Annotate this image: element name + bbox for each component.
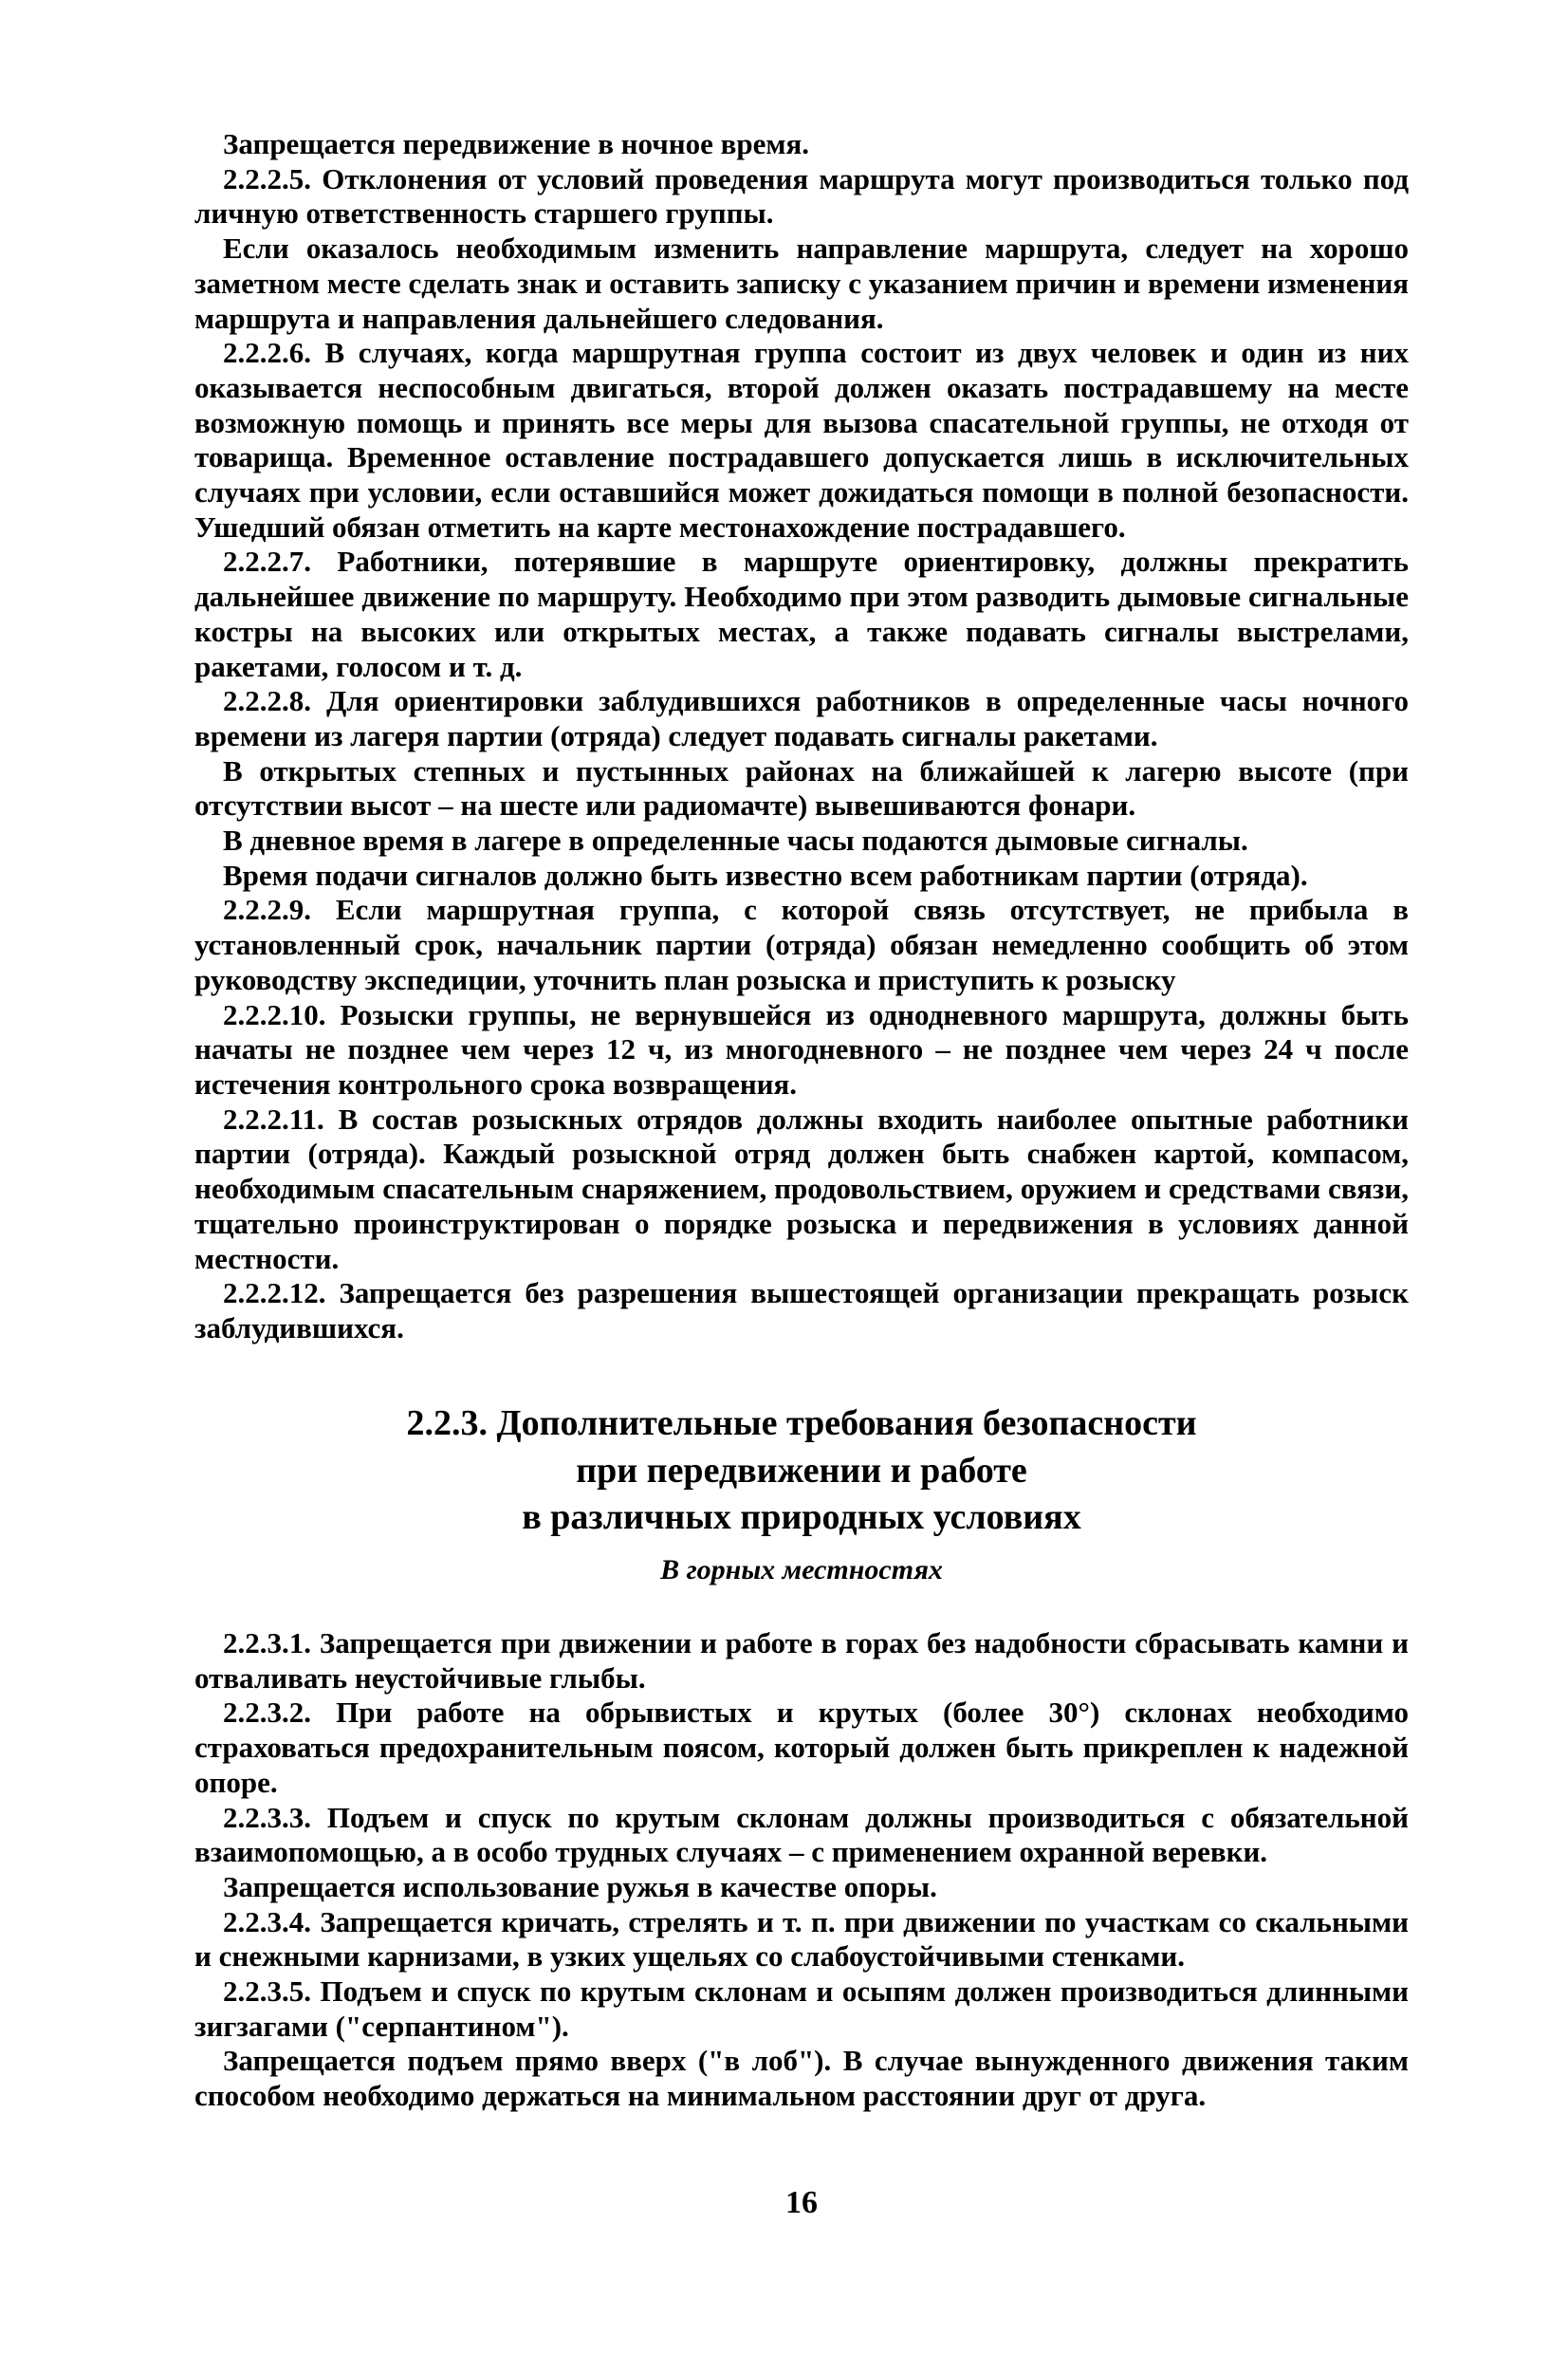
paragraph: Если оказалось необходимым изменить направление маршрута, следует на хорошо заметном месте сделать знак и оставить записку с указанием причин и времени изменения маршрута и направления дальнейшего следования. [194, 232, 1409, 335]
paragraph: 2.2.2.5. Отклонения от условий проведения маршрута могут производиться только под личную ответственность старшего группы. [194, 161, 1409, 231]
paragraph: Время подачи сигналов должно быть известно всем работникам партии (отряда). [223, 858, 1308, 892]
heading-line: при передвижении и работе [576, 1450, 1027, 1491]
paragraph: 2.2.2.12. Запрещается без разрешения вышестоящей организации прекращать розыск заблудившихся. [194, 1276, 1409, 1344]
paragraph: Запрещается использование ружья в качестве опоры. [223, 1869, 937, 1903]
paragraph: 2.2.2.9. Если маршрутная группа, с которой связь отсутствует, не прибыла в установленный срок, начальник партии (отряда) обязан немедленно сообщить об этом руководству экспедиции, уточнить план розыска и приступить к розыску [194, 893, 1409, 996]
heading-line: 2.2.3. Дополнительные требования безопасности [406, 1403, 1197, 1443]
paragraph: 2.2.2.10. Розыски группы, не вернувшейся из однодневного маршрута, должны быть начаты не позднее чем через 12 ч, из многодневного – не позднее чем через 24 ч после истечения контрольного срока возвращения. [194, 997, 1409, 1101]
section-heading [194, 1400, 1409, 1542]
paragraph: Запрещается передвижение в ночное время. [223, 127, 809, 160]
paragraph: Запрещается подъем прямо вверх ("в лоб"). В случае вынужденного движения таким способом необходимо держаться на минимальном расстоянии друг от друга. [194, 2044, 1409, 2113]
paragraph: 2.2.2.7. Работники, потерявшие в маршруте ориентировку, должны прекратить дальнейшее движение по маршруту. Необходимо при этом разводить дымовые сигнальные костры на высоких или открытых местах, а также подавать сигналы выстрелами, ракетами, голосом и т. д. [194, 545, 1409, 683]
paragraph: 2.2.3.5. Подъем и спуск по крутым склонам и осыпям должен производиться длинными зигзагами ("серпантином"). [194, 1974, 1409, 2043]
body-section-upper [194, 127, 1409, 1346]
paragraph: 2.2.3.2. При работе на обрывистых и крутых (более 30°) склонах необходимо страховаться предохранительным поясом, который должен быть прикреплен к надежной опоре. [194, 1696, 1409, 1799]
paragraph: 2.2.3.3. Подъем и спуск по крутым склонам должны производиться с обязательной взаимопомощью, а в особо трудных случаях – с применением охранной веревки. [194, 1800, 1409, 1869]
paragraph: 2.2.2.8. Для ориентировки заблудившихся работников в определенные часы ночного времени из лагеря партии (отряда) следует подавать сигналы ракетами. [194, 684, 1409, 752]
page-number: 16 [785, 2185, 818, 2220]
subheading: В горных местностях [660, 1554, 943, 1585]
paragraph: 2.2.2.6. В случаях, когда маршрутная группа состоит из двух человек и один из них оказывается неспособным двигаться, второй должен оказать пострадавшему на месте возможную помощь и принять все меры для вызова спасательной группы, не отходя от товарища. Временное оставление пострадавшего допускается лишь в исключительных случаях при условии, если оставшийся может дожидаться помощи в полной безопасности. Ушедший обязан отметить на карте местонахождение пострадавшего. [194, 336, 1409, 544]
paragraph: 2.2.2.11. В состав розыскных отрядов должны входить наиболее опытные работники партии (отряда). Каждый розыскной отряд должен быть снабжен картой, компасом, необходимым спасательным снаряжением, продовольствием, оружием и средствами связи, тщательно проинструктирован о порядке розыска и передвижения в условиях данной местности. [194, 1102, 1409, 1275]
body-section-lower [194, 1626, 1409, 2114]
paragraph: 2.2.3.4. Запрещается кричать, стрелять и т. п. при движении по участкам со скальными и снежными карнизами, в узких ущельях со слабоустойчивыми стенками. [194, 1904, 1409, 1974]
paragraph: В дневное время в лагере в определенные часы подаются дымовые сигналы. [223, 824, 1248, 858]
paragraph: 2.2.3.1. Запрещается при движении и работе в горах без надобности сбрасывать камни и отваливать неустойчивые глыбы. [194, 1626, 1409, 1695]
heading-line: в различных природных условиях [522, 1497, 1081, 1537]
paragraph: В открытых степных и пустынных районах на ближайшей к лагерю высоте (при отсутствии высот – на шесте или радиомачте) вывешиваются фонари. [194, 753, 1409, 823]
